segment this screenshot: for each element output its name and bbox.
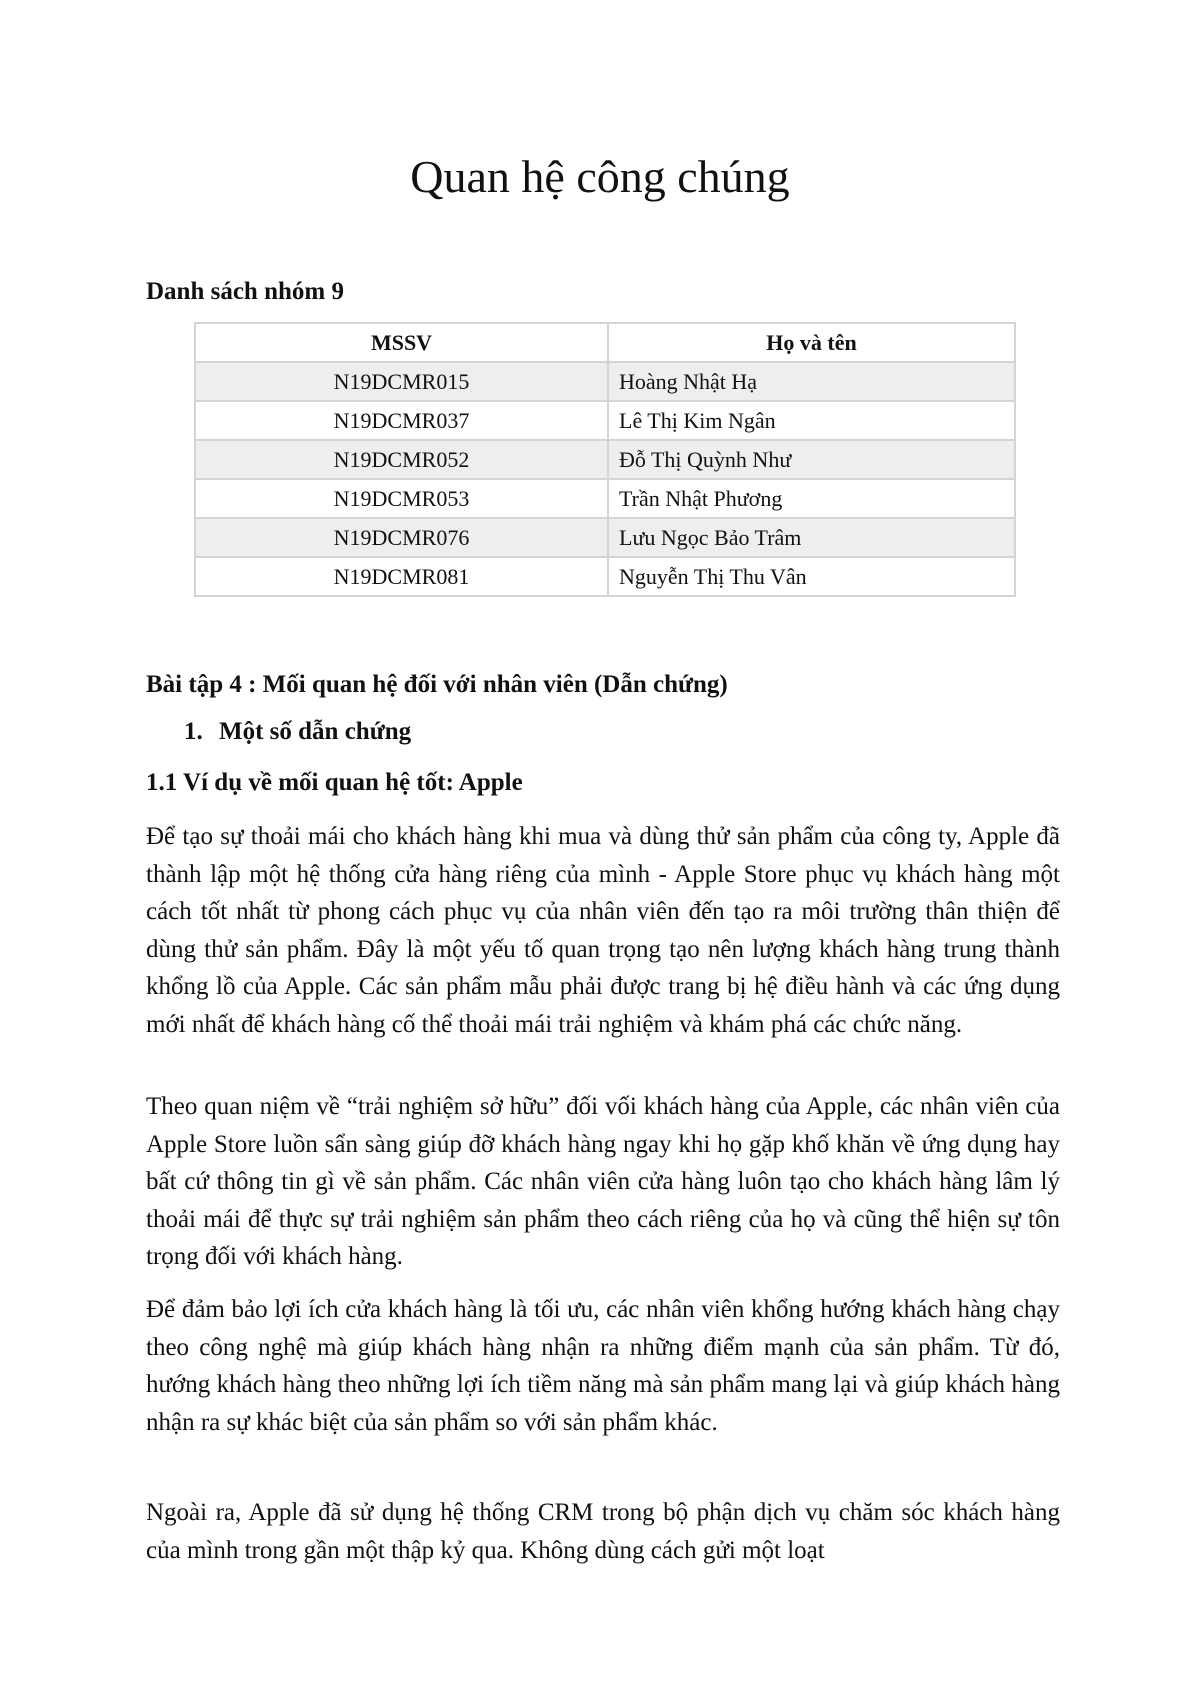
exercise-heading: Bài tập 4 : Mối quan hệ đối với nhân viên (Dẫn chứng) [146,671,728,698]
body-paragraph: Để đảm bảo lợi ích cửa khách hàng là tối ưu, các nhân viên khổng hướng khách hàng chạy theo công nghệ mà giúp khách hàng nhận ra những điểm mạnh của sản phẩm. Từ đó, hướng khách hàng theo những lợi ích tiềm năng mà sản phẩm mang lại và giúp khách hàng nhận ra sự khác biệt của sản phẩm so với sản phẩm khác. [146,1296,1060,1436]
subsection-heading: 1.1 Ví dụ về mối quan hệ tốt: Apple [146,769,523,796]
student-name-cell: Đỗ Thị Quỳnh Như [608,440,1015,479]
body-paragraph: Để tạo sự thoải mái cho khách hàng khi mua và dùng thử sản phẩm của công ty, Apple đã thành lập một hệ thống cửa hàng riêng của mình - Apple Store phục vụ khách hàng một cách tốt nhất từ phong cách phục vụ của nhân viên đến tạo ra môi trường thân thiện để dùng thử sản phẩm. Đây là một yếu tố quan trọng tạo nên lượng khách hàng trung thành khổng lồ của Apple. Các sản phẩm mẫu phải được trang bị hệ điều hành và các ứng dụng mới nhất để khách hàng cố thể thoải mái trải nghiệm và khám phá các chức năng. [146,823,1060,1038]
student-name-cell: Nguyễn Thị Thu Vân [608,557,1015,596]
member-table [194,322,1016,597]
student-name-cell: Hoàng Nhật Hạ [608,362,1015,401]
student-id-cell: N19DCMR081 [195,557,608,596]
list-item-text: Một số dẫn chứng [219,718,412,745]
table-row [195,479,1015,518]
column-header-mssv: MSSV [195,323,608,362]
student-id-cell: N19DCMR015 [195,362,608,401]
table-row [195,362,1015,401]
document-title: Quan hệ công chúng [410,151,790,202]
student-id-cell: N19DCMR053 [195,479,608,518]
student-id-cell: N19DCMR037 [195,401,608,440]
table-header-row [195,323,1015,362]
table-row [195,518,1015,557]
student-id-cell: N19DCMR052 [195,440,608,479]
list-number: 1. [184,718,203,745]
column-header-name: Họ và tên [608,323,1015,362]
student-id-cell: N19DCMR076 [195,518,608,557]
student-name-cell: Lưu Ngọc Bảo Trâm [608,518,1015,557]
body-paragraph: Theo quan niệm về “trải nghiệm sở hữu” đối vối khách hàng của Apple, các nhân viên của Apple Store luồn sẩn sàng giúp đỡ khách hàng ngay khi họ gặp khố khăn về ứng dụng hay bất cứ thông tin gì về sản phẩm. Các nhân viên cửa hàng luôn tạo cho khách hàng lâm lý thoải mái để thực sự trải nghiệm sản phẩm theo cách riêng của họ và cũng thể hiện sự tôn trọng đối với khách hàng. [146,1093,1060,1270]
table-row [195,557,1015,596]
table-row [195,401,1015,440]
body-paragraph: Ngoài ra, Apple đã sử dụng hệ thống CRM trong bộ phận dịch vụ chăm sóc khách hàng của mình trong gần một thập kỷ qua. Không dùng cách gửi một loạt [146,1499,1060,1564]
group-heading: Danh sách nhóm 9 [146,278,344,305]
student-name-cell: Lê Thị Kim Ngân [608,401,1015,440]
list-item [184,718,411,746]
student-name-cell: Trần Nhật Phương [608,479,1015,518]
table-row [195,440,1015,479]
